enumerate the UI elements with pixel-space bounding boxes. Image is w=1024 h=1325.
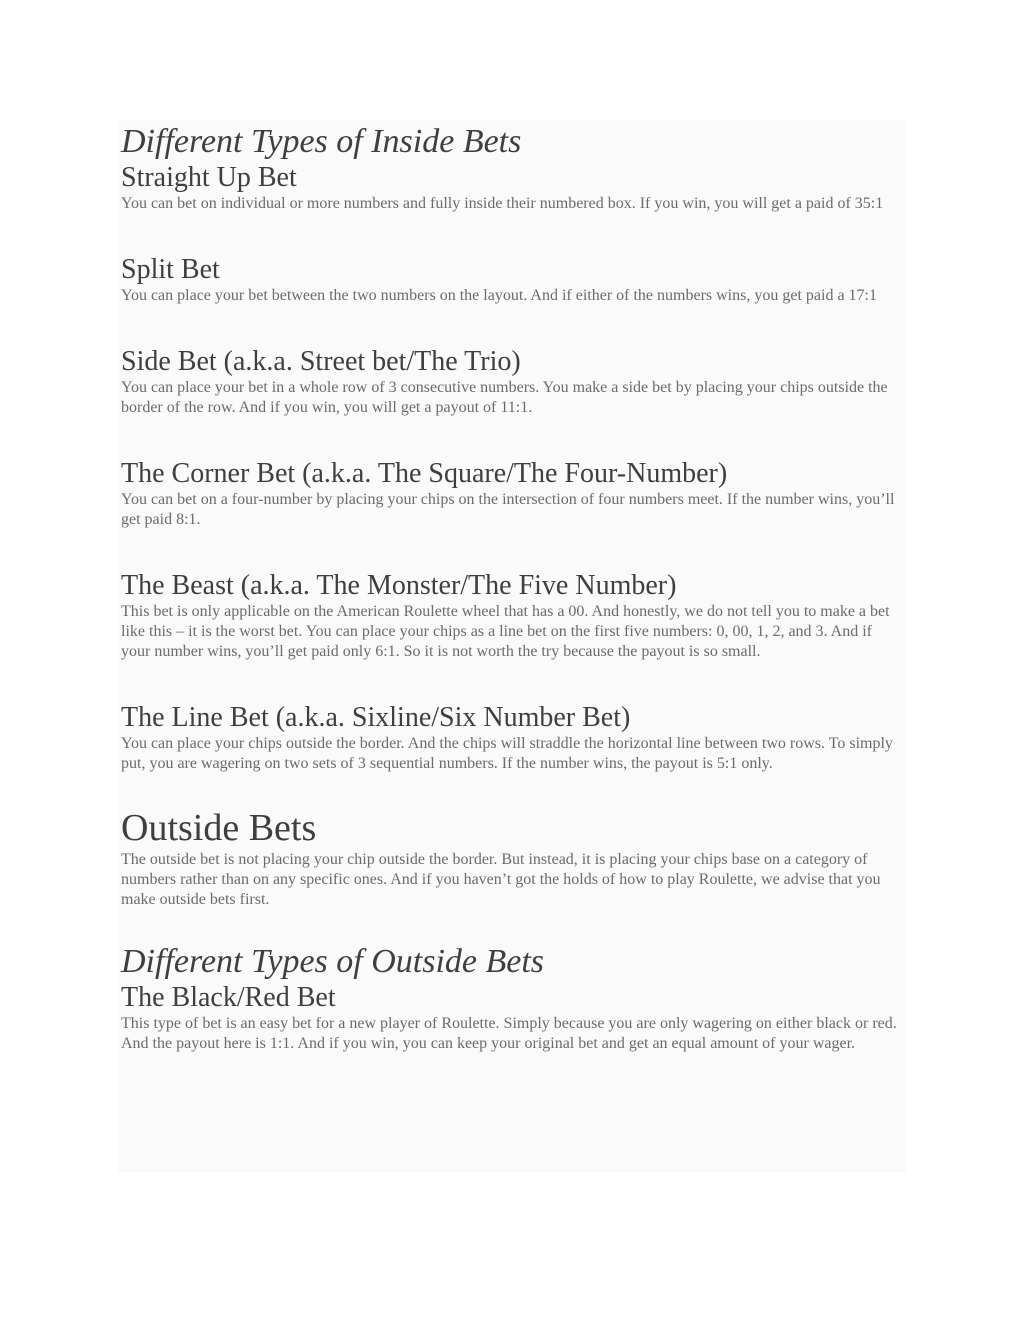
section-heading: Straight Up Bet xyxy=(121,162,297,193)
outside-types-title: Different Types of Outside Bets xyxy=(121,943,545,980)
section-text: The outside bet is not placing your chip outside the border. But instead, it is placing your chips base on a category of numbers rather than on any specific ones. And if you haven’t got the holds of how to play Roulette, we advise that you make outside bets first. xyxy=(121,851,881,908)
side-bet-section xyxy=(121,346,903,418)
document-content xyxy=(121,122,903,1054)
section-text: You can place your bet in a whole row of 3 consecutive numbers. You make a side bet by placing your chips outside the border of the row. And if you win, you will get a payout of 11:1. xyxy=(121,379,888,416)
outside-bets-title: Outside Bets xyxy=(121,807,317,849)
section-text: You can place your bet between the two numbers on the layout. And if either of the numbers wins, you get paid a 17:1 xyxy=(121,287,877,304)
section-heading: The Corner Bet (a.k.a. The Square/The Four-Number) xyxy=(121,458,728,489)
section-heading: Side Bet (a.k.a. Street bet/The Trio) xyxy=(121,346,521,377)
corner-bet-section xyxy=(121,458,903,530)
split-bet-section xyxy=(121,254,903,306)
outside-types-section xyxy=(121,942,903,1054)
section-text: You can place your chips outside the border. And the chips will straddle the horizontal line between two rows. To simply put, you are wagering on two sets of 3 sequential numbers. If the number wins, the payout is 5:1 only. xyxy=(121,735,893,772)
section-heading: The Black/Red Bet xyxy=(121,982,336,1013)
section-heading: Split Bet xyxy=(121,254,220,285)
section-text: You can bet on individual or more numbers and fully inside their numbered box. If you win, you will get a paid of 35:1 xyxy=(121,195,884,212)
section-text: This bet is only applicable on the American Roulette wheel that has a 00. And honestly, we do not tell you to make a bet like this – it is the worst bet. You can place your chips as a line bet on the first five numbers: 0, 00, 1, 2, and 3. And if your number wins, you’ll get paid only 6:1. So it is not worth the try because the payout is so small. xyxy=(121,603,890,660)
outside-bets-section xyxy=(121,806,903,910)
beast-bet-section xyxy=(121,570,903,662)
section-heading: The Beast (a.k.a. The Monster/The Five Number) xyxy=(121,570,677,601)
line-bet-section xyxy=(121,702,903,774)
section-heading: The Line Bet (a.k.a. Sixline/Six Number Bet) xyxy=(121,702,631,733)
inside-bets-title: Different Types of Inside Bets xyxy=(121,123,522,160)
straight-up-bet-section xyxy=(121,162,903,214)
section-text: This type of bet is an easy bet for a new player of Roulette. Simply because you are only wagering on either black or red. And the payout here is 1:1. And if you win, you can keep your original bet and get an equal amount of your wager. xyxy=(121,1015,897,1052)
section-text: You can bet on a four-number by placing your chips on the intersection of four numbers meet. If the number wins, you’ll get paid 8:1. xyxy=(121,491,895,528)
